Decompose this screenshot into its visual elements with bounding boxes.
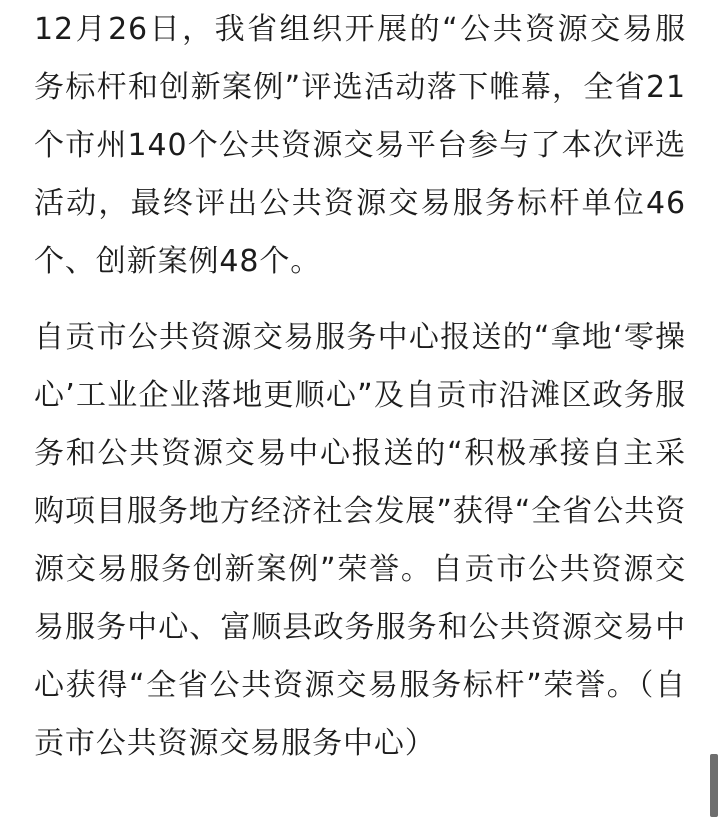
article-paragraph-1: 12月26日，我省组织开展的“公共资源交易服务标杆和创新案例”评选活动落下帷幕，全省21个市州140个公共资源交易平台参与了本次评选活动，最终评出公共资源交易服务标杆单位46个、创新案例48个。 <box>34 12 686 279</box>
vertical-scrollbar-thumb[interactable] <box>710 754 718 817</box>
article-paragraph-2: 自贡市公共资源交易服务中心报送的“拿地‘零操心’工业企业落地更顺心”及自贡市沿滩区政务服务和公共资源交易中心报送的“积极承接自主采购项目服务地方经济社会发展”获得“全省公共资源交易服务创新案例”荣誉。自贡市公共资源交易服务中心、富顺县政务服务和公共资源交易中心获得“全省公共资源交易服务标杆”荣誉。（自贡市公共资源交易服务中心） <box>34 320 686 761</box>
article-body <box>34 0 686 773</box>
